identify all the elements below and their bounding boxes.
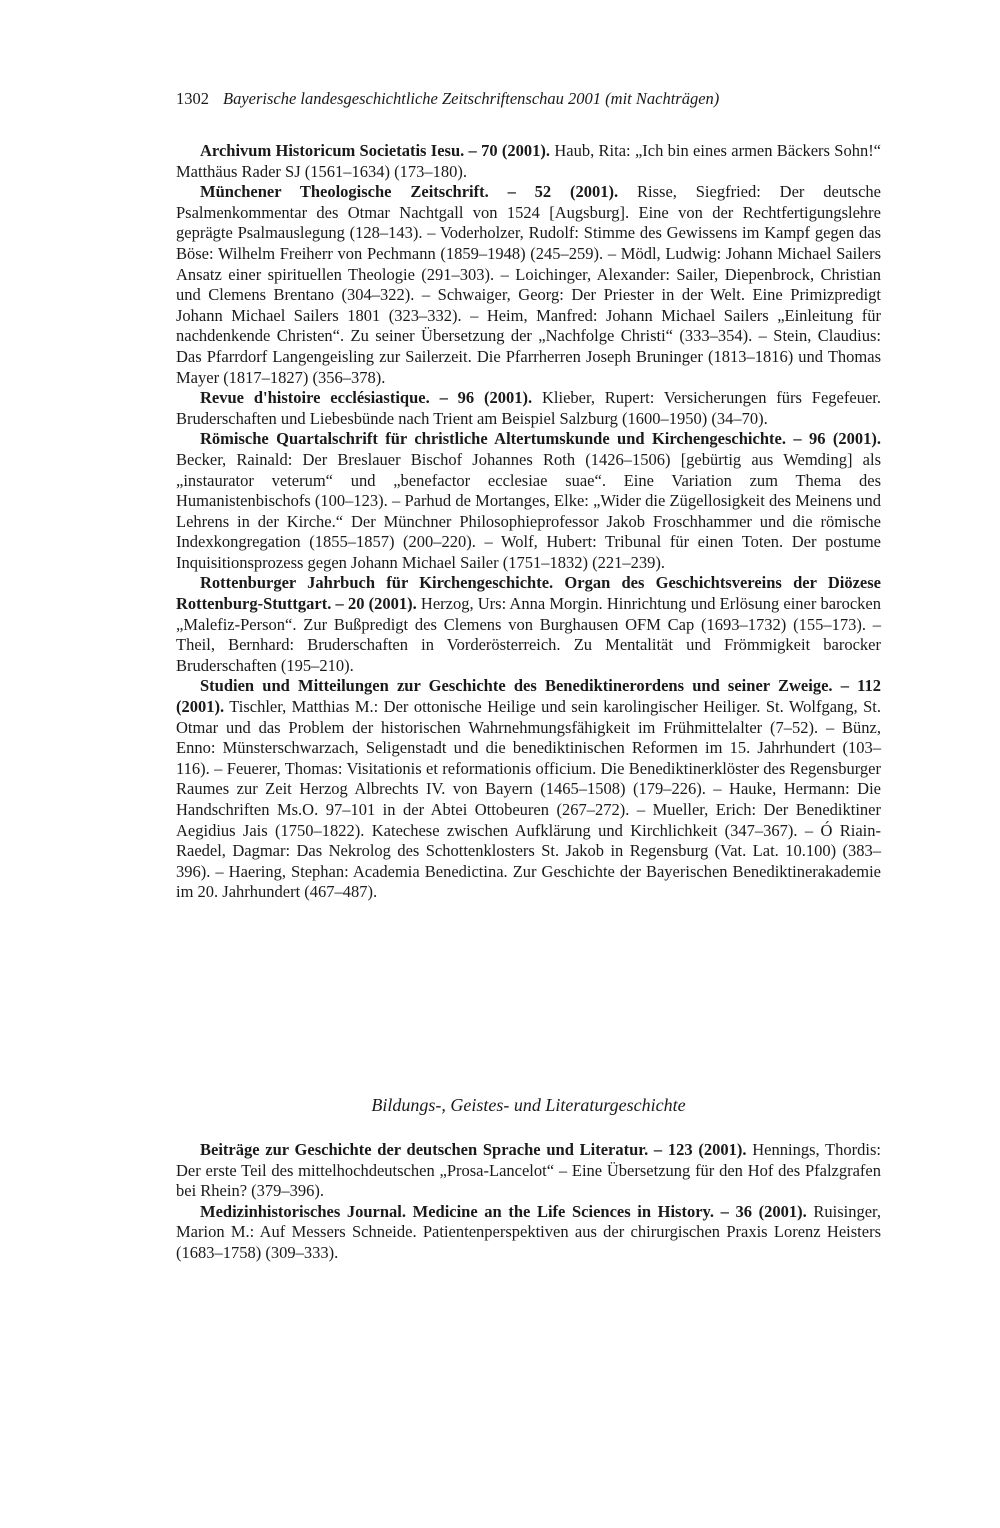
section-heading: Bildungs-, Geistes- und Literaturgeschichte bbox=[371, 1095, 686, 1115]
journal-title: Medizinhistorisches Journal. Medicine an the Life Sciences in History. – 36 (2001). bbox=[200, 1201, 807, 1221]
bibliography-entry bbox=[176, 182, 881, 388]
entry-text: Becker, Rainald: Der Breslauer Bischof Johannes Roth (1426–1506) [gebürtig aus Wemding] als „instaurator veterum“ und „benefactor ecclesiae suae“. Eine Variation zum Thema des Humanistenbischofs (100–123). – Parhud de Mortanges, Elke: „Wider die Zügellosigkeit des Meinens und Lehrens in der Kirche.“ Der Münchner Philosophieprofessor Jakob Froschhammer und die römische Indexkongregation (1855–1857) (200–220). – Wolf, Hubert: Tribunal für einen Toten. Der postume Inquisitionsprozess gegen Johann Michael Sailer (1751–1832) (221–239). bbox=[176, 449, 881, 572]
entries-section-church-history bbox=[176, 141, 881, 903]
journal-title: Studien und Mitteilungen zur Geschichte des Benediktinerordens und seiner Zweige. – 112 (2001). bbox=[176, 676, 881, 717]
running-title: Bayerische landesgeschichtliche Zeitschriftenschau 2001 (mit Nachträgen) bbox=[223, 89, 720, 108]
entry-text: Herzog, Urs: Anna Morgin. Hinrichtung und Erlösung einer barocken „Malefiz-Person“. Zur Bußpredigt des Clemens von Burghausen OFM Cap (1693–1732) (155–173). – Theil, Bernhard: Bruderschaften in Vorderösterreich. Zu Mentalität und Frömmigkeit barocker Bruderschaften (195–210). bbox=[176, 594, 881, 675]
journal-title: Archivum Historicum Societatis Iesu. – 70 (2001). bbox=[200, 141, 551, 160]
entry-text: Haub, Rita: „Ich bin eines armen Bäckers Sohn!“ Matthäus Rader SJ (1561–1634) (173–180). bbox=[176, 141, 882, 181]
journal-title: Beiträge zur Geschichte der deutschen Sprache und Literatur. – 123 (2001). bbox=[200, 1140, 747, 1159]
bibliography-entry bbox=[176, 573, 881, 676]
bibliography-entry bbox=[176, 1202, 881, 1264]
bibliography-entry bbox=[176, 676, 881, 903]
journal-title: Römische Quartalschrift für christliche Altertumskunde und Kirchengeschichte. – 96 (2001). bbox=[200, 429, 881, 449]
entry-text: Hennings, Thordis: Der erste Teil des mittelhochdeutschen „Prosa-Lancelot“ – Eine Übersetzung für den Hof des Pfalzgrafen bei Rhein? (379–396). bbox=[176, 1140, 881, 1201]
entries-section-intellectual-history bbox=[176, 1140, 881, 1264]
journal-title: Münchener Theologische Zeitschrift. – 52 (2001). bbox=[200, 182, 619, 202]
bibliography-entry bbox=[176, 1140, 881, 1202]
bibliography-entry bbox=[176, 429, 881, 573]
bibliography-entry bbox=[176, 141, 881, 182]
entry-text: Risse, Siegfried: Der deutsche Psalmenkommentar des Otmar Nachtgall von 1524 [Augsburg]. Eine von der Rechtfertigungslehre geprägte Psalmauslegung (128–143). – Voderholzer, Rudolf: Stimme des Gewissens im Kampf gegen das Böse: Wilhelm Freiherr von Pechmann (1859–1948) (245–259). – Mödl, Ludwig: Johann Michael Sailers Ansatz einer spirituellen Theologie (291–303). – Loichinger, Alexander: Sailer, Diepenbrock, Christian und Clemens Brentano (304–322). – Schwaiger, Georg: Der Priester in der Welt. Eine Primizpredigt Johann Michael Sailers 1801 (323–332). – Heim, Manfred: Johann Michael Sailers „Einleitung für nachdenkende Christen“. Zu seiner Übersetzung der „Nachfolge Christi“ (333–354). – Stein, Claudius: Das Pfarrdorf Langengeisling zur Sailerzeit. Die Pfarrherren Joseph Bruninger (1813–1816) und Thomas Mayer (1817–1827) (356–378). bbox=[176, 182, 881, 387]
entry-text: Ruisinger, Marion M.: Auf Messers Schneide. Patientenperspektiven aus der chirurgischen Praxis Lorenz Heisters (1683–1758) (309–333). bbox=[176, 1201, 881, 1262]
bibliography-entry bbox=[176, 388, 881, 429]
running-header bbox=[176, 88, 886, 110]
journal-title: Revue d'histoire ecclésiastique. – 96 (2001). bbox=[200, 388, 533, 408]
page-number: 1302 bbox=[176, 89, 209, 108]
journal-title: Rottenburger Jahrbuch für Kirchengeschichte. Organ des Geschichtsvereins der Diözese Rottenburg-Stuttgart. – 20 (2001). bbox=[176, 573, 881, 614]
entry-text: Tischler, Matthias M.: Der ottonische Heilige und sein karolingischer Heiliger. St. Wolfgang, St. Otmar und das Problem der historischen Wahrnehmungsfähigkeit im Frühmittelalter (7–52). – Bünz, Enno: Münsterschwarzach, Seligenstadt und die benediktinischen Reformen im 15. Jahrhundert (103–116). – Feuerer, Thomas: Visitationis et reformationis officium. Die Benediktinerklöster des Regensburger Raumes zur Zeit Herzog Albrechts IV. von Bayern (1465–1508) (179–226). – Hauke, Hermann: Die Handschriften Ms.O. 97–101 in der Abtei Ottobeuren (267–272). – Mueller, Erich: Der Benediktiner Aegidius Jais (1750–1822). Katechese zwischen Aufklärung und Kirchlichkeit (347–367). – Ó Riain-Raedel, Dagmar: Das Nekrolog des Schottenklosters St. Jakob in Regensburg (Vat. Lat. 10.100) (383–396). – Haering, Stephan: Academia Benedictina. Zur Geschichte der Bayerischen Benediktinerakademie im 20. Jahrhundert (467–487). bbox=[176, 697, 881, 902]
entry-text: Klieber, Rupert: Versicherungen fürs Fegefeuer. Bruderschaften und Liebesbünde nach Trient am Beispiel Salzburg (1600–1950) (34–70). bbox=[176, 388, 881, 428]
